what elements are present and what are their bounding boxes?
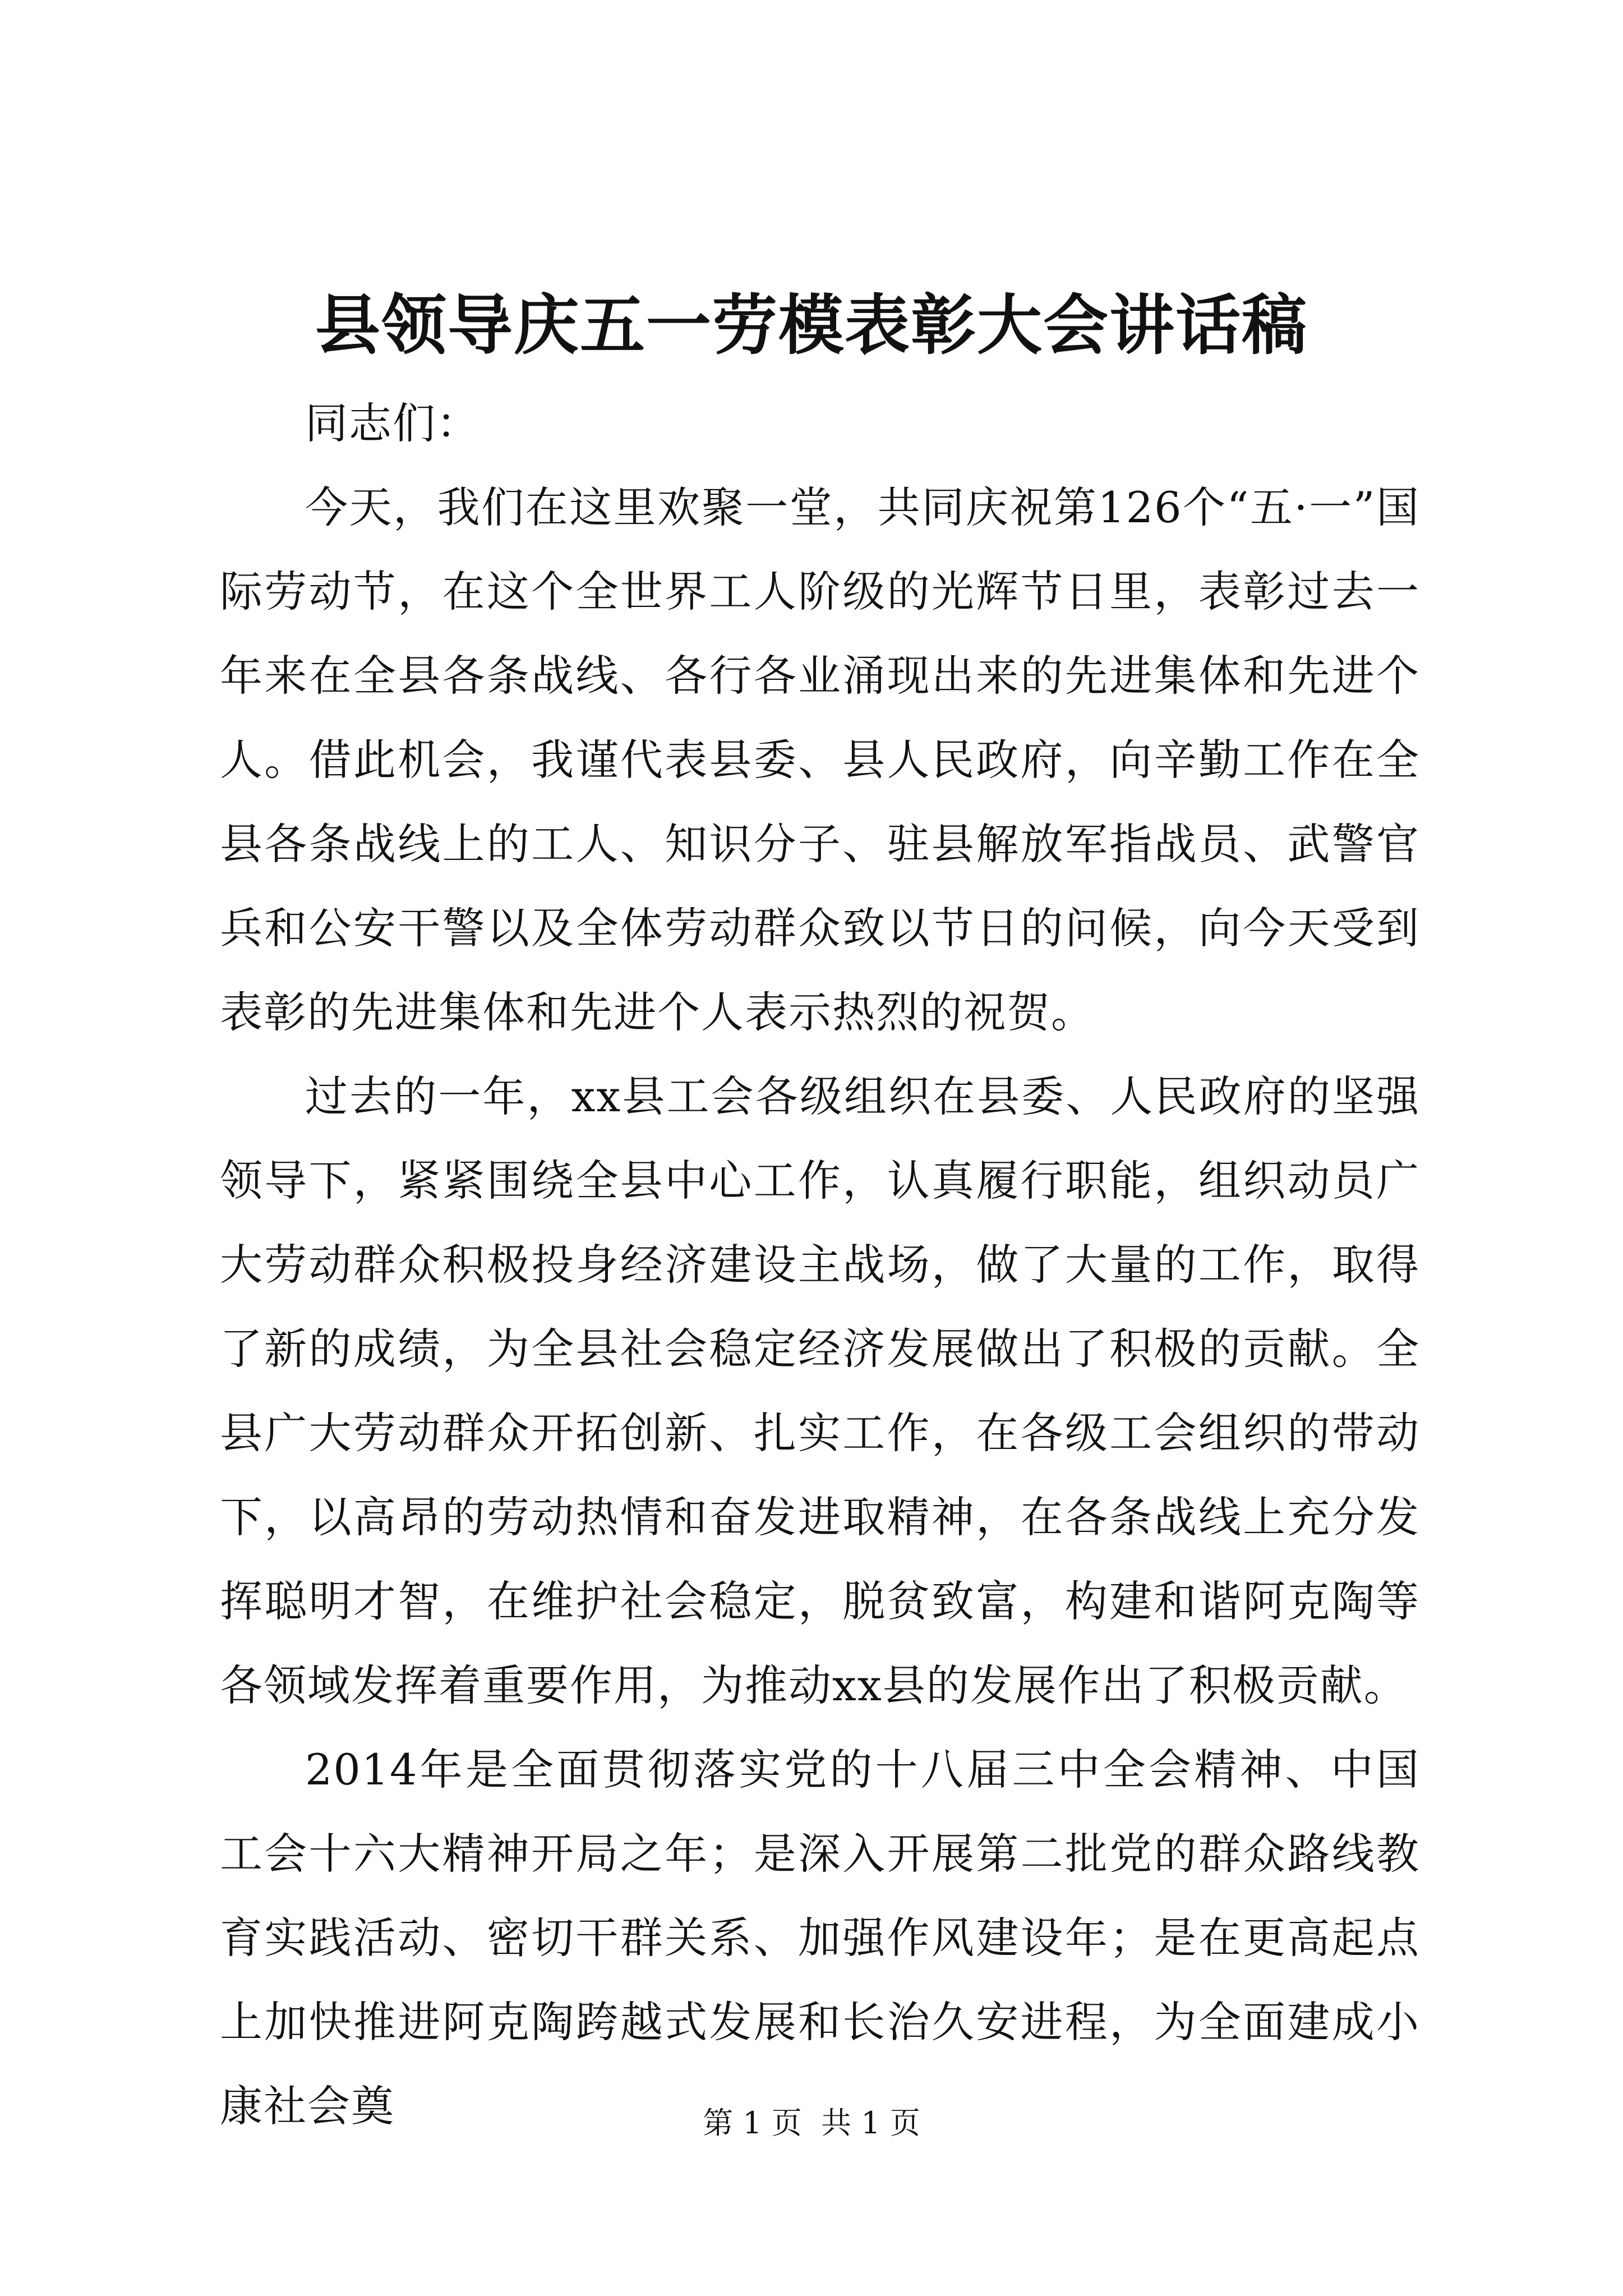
page-number-label: 第 1 页 共 1 页 <box>703 2105 920 2141</box>
paragraph-2: 过去的一年，xx县工会各级组织在县委、人民政府的坚强领导下，紧紧围绕全县中心工作，认真履行职能，组织动员广大劳动群众积极投身经济建设主战场，做了大量的工作，取得了新的成绩，为全县社会稳定经济发展做出了积极的贡献。全县广大劳动群众开拓创新、扎实工作，在各级工会组织的带动下，以高昂的劳动热情和奋发进取精神，在各条战线上充分发挥聪明才智，在维护社会稳定，脱贫致富，构建和谐阿克陶等各领域发挥着重要作用，为推动xx县的发展作出了积极贡献。 <box>220 1071 1420 1710</box>
document-title: 县领导庆五一劳模表彰大会讲话稿 <box>315 287 1308 364</box>
paragraph-3: 2014年是全面贯彻落实党的十八届三中全会精神、中国工会十六大精神开局之年；是深入开展第二批党的群众路线教育实践活动、密切干群关系、加强作风建设年；是在更高起点上加快推进阿克陶跨越式发展和长治久安进程，为全面建成小康社会奠 <box>220 1745 1420 2131</box>
paragraph-1: 今天，我们在这里欢聚一堂，共同庆祝第126个“五·一”国际劳动节，在这个全世界工人阶级的光辉节日里，表彰过去一年来在全县各条战线、各行各业涌现出来的先进集体和先进个人。借此机会，我谨代表县委、县人民政府，向辛勤工作在全县各条战线上的工人、知识分子、驻县解放军指战员、武警官兵和公安干警以及全体劳动群众致以节日的问候，向今天受到表彰的先进集体和先进个人表示热烈的祝贺。 <box>220 482 1420 1037</box>
paragraph-salutation: 同志们： <box>305 398 480 448</box>
page-footer <box>0 2101 1623 2146</box>
document-body <box>220 381 1420 2148</box>
